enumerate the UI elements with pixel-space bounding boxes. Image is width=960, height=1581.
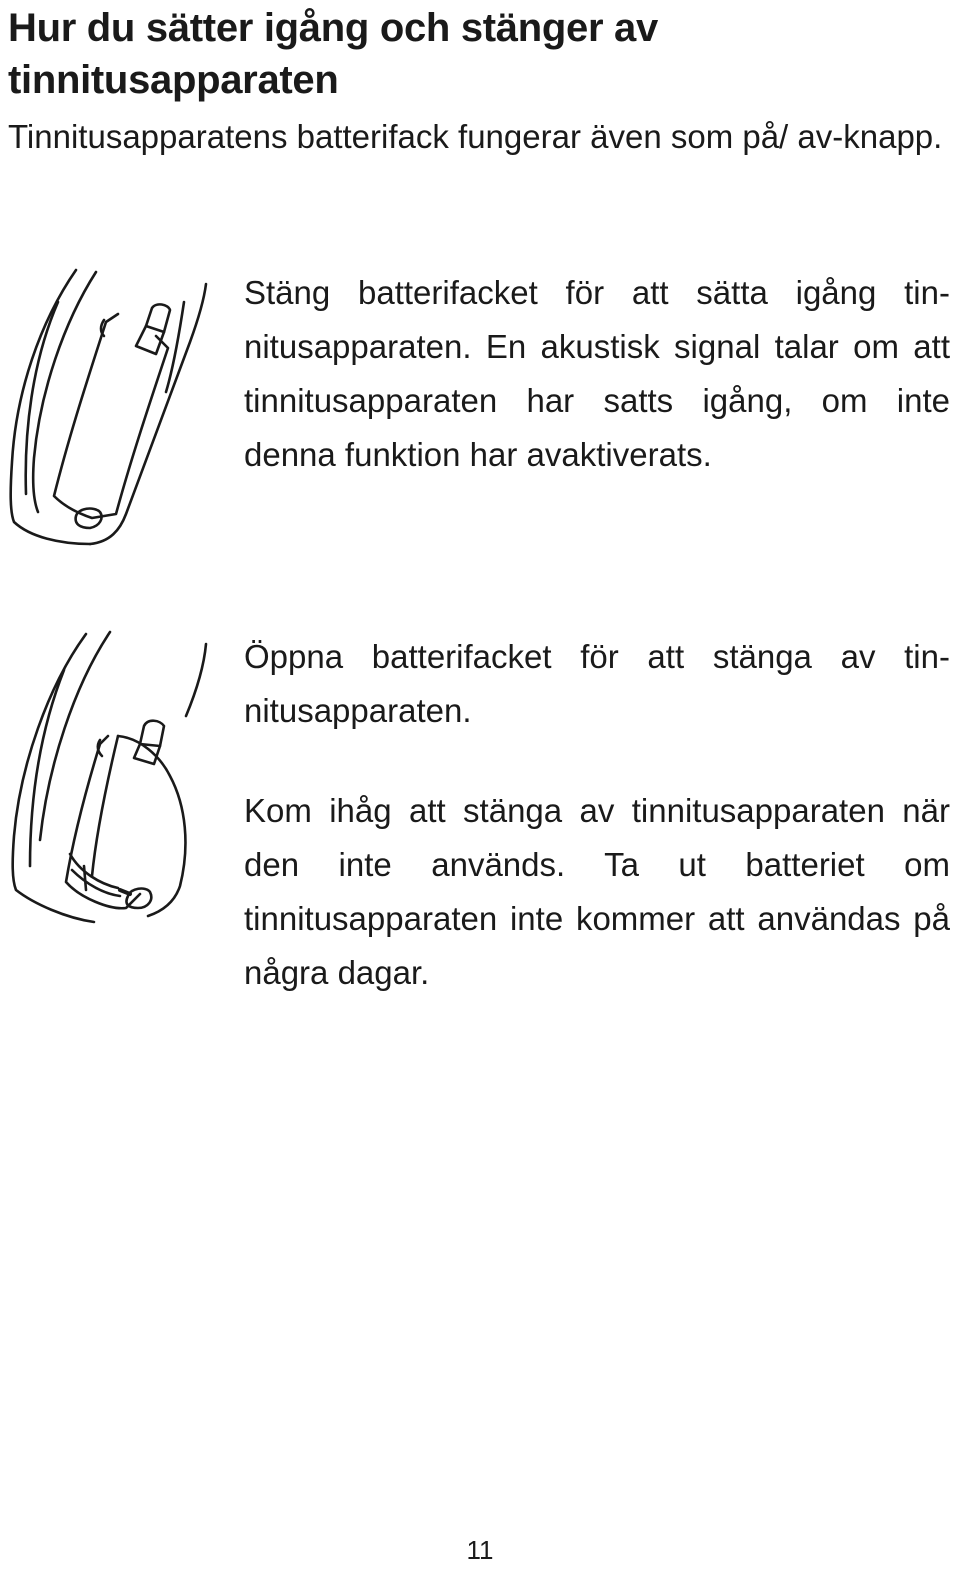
page-number: 11 — [466, 1535, 494, 1565]
turn-off-instruction: Öppna batterifacket för att stänga av tinnitusapparaten. — [244, 638, 950, 729]
intro-text: Tinnitusapparatens batterifack fungerar även som på/ av-knapp. — [8, 118, 943, 155]
hearing-aid-battery-open-illustration — [0, 626, 215, 926]
page-heading: Hur du sätter igång och stänger av tinnitusapparaten — [8, 6, 658, 102]
reminder-instruction: Kom ihåg att stänga av tinnitusapparaten när den inte används. Ta ut batteriet om tinnitusapparaten inte kommer att användas på några dagar. — [244, 792, 950, 991]
turn-on-instruction: Stäng batterifacket för att sätta igång tinnitusapparaten. En akustisk signal talar om att tinnitusapparaten har satts igång, om inte denna funktion har avaktiverats. — [244, 274, 950, 473]
hearing-aid-battery-closed-illustration — [0, 262, 215, 552]
